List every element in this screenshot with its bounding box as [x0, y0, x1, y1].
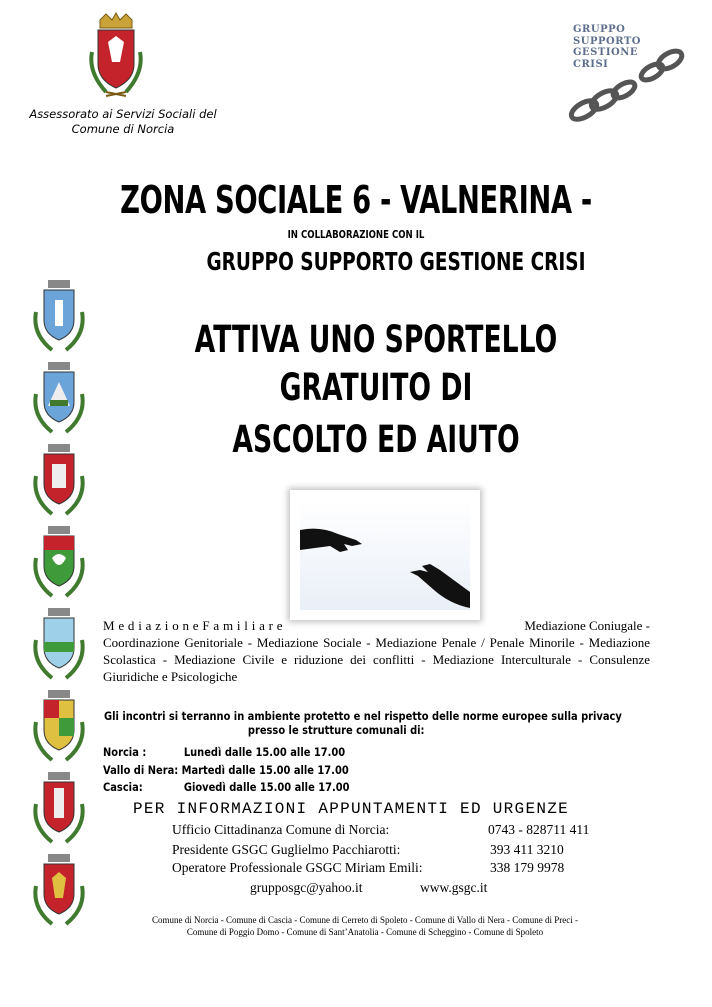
- municipal-crest-icon: [30, 278, 88, 356]
- headline-group: GRUPPO SUPPORTO GESTIONE CRISI: [206, 247, 586, 276]
- municipal-crest-icon: [30, 688, 88, 766]
- chain-icon: [566, 35, 686, 128]
- footer-municipalities: [100, 914, 630, 938]
- municipal-crest-icon: [30, 360, 88, 438]
- privacy-note-line1: Gli incontri si terranno in ambiente protetto e nel rispetto delle norme europee sulla privacy: [104, 709, 622, 723]
- service-mediazione-coniugale: Mediazione Coniugale -: [524, 618, 650, 633]
- logo-word-4: CRISI: [573, 58, 609, 70]
- contact-row: [172, 842, 612, 858]
- hands-icon: [300, 500, 470, 610]
- headline-line3: ASCOLTO ED AIUTO: [232, 418, 520, 461]
- municipal-crest-icon: [30, 442, 88, 520]
- municipal-crests-column: [30, 278, 92, 934]
- schedule-time: Martedì dalle 15.00 alle 17.00: [181, 763, 349, 777]
- footer-line1: Comune di Norcia - Comune di Cascia - Comune di Cerreto di Spoleto - Comune di Vallo di Nera - Comune di Preci -: [151, 915, 578, 925]
- contact-number: 393 411 3210: [490, 842, 564, 857]
- municipal-crest-icon: [30, 770, 88, 848]
- logo-word-3: GESTIONE: [573, 47, 638, 58]
- assessorato-line2: Comune di Norcia: [71, 122, 175, 136]
- assessorato-label: [18, 107, 228, 137]
- headline-line2: GRATUITO DI: [279, 366, 473, 409]
- contact-label: Operatore Professionale GSGC Miriam Emili:: [172, 860, 423, 875]
- headline-collab: IN COLLABORAZIONE CON IL: [287, 228, 425, 241]
- privacy-note-line2: presso le strutture comunali di:: [247, 723, 425, 737]
- contact-row: [172, 822, 612, 838]
- schedule-row: [103, 745, 345, 759]
- services-first-line: [103, 617, 650, 634]
- schedule-place: Cascia:: [103, 780, 143, 794]
- municipal-crest-icon: [30, 524, 88, 602]
- assessorato-line1: Assessorato ai Servizi Sociali del: [29, 107, 217, 121]
- logo-word-2: SUPPORTO: [573, 35, 641, 47]
- info-heading: PER INFORMAZIONI APPUNTAMENTI ED URGENZE: [133, 800, 570, 818]
- schedule-time: Giovedì dalle 15.00 alle 17.00: [183, 780, 350, 794]
- schedule-place: Norcia :: [103, 745, 147, 759]
- logo-word-1: GRUPPO: [573, 24, 626, 35]
- email-link[interactable]: grupposgc@yahoo.it: [250, 880, 363, 895]
- website-link[interactable]: www.gsgc.it: [420, 880, 488, 895]
- headline-title: ZONA SOCIALE 6 - VALNERINA -: [120, 178, 592, 222]
- service-mediazione-familiare: MediazioneFamiliare: [103, 618, 287, 633]
- norcia-crest: [86, 12, 146, 100]
- municipal-crest-icon: [30, 606, 88, 684]
- schedule-place: Vallo di Nera:: [103, 763, 179, 777]
- footer-line2: Comune di Poggio Domo - Comune di Sant’Anatolia - Comune di Scheggino - Comune di Spoleto: [186, 927, 544, 937]
- schedule-row: [103, 780, 350, 794]
- privacy-note: [104, 709, 622, 737]
- headline-line1: ATTIVA UNO SPORTELLO: [194, 318, 558, 361]
- contact-label: Ufficio Cittadinanza Comune di Norcia:: [172, 822, 390, 837]
- contact-number: 0743 - 828711 411: [488, 822, 590, 837]
- helping-hands-photo: [290, 490, 480, 620]
- contact-row: [172, 860, 612, 876]
- services-text: [103, 617, 650, 685]
- schedule-row: [103, 763, 349, 777]
- municipal-crest-icon: [30, 852, 88, 930]
- services-rest: Coordinazione Genitoriale - Mediazione Sociale - Mediazione Penale / Penale Minorile - Mediazione Scolastica - Mediazione Civile e riduzione dei conflitti - Mediazione Interculturale - Consulenze Giuridiche e Psicologiche: [103, 635, 650, 684]
- contact-label: Presidente GSGC Guglielmo Pacchiarotti:: [172, 842, 401, 857]
- contact-number: 338 179 9978: [490, 860, 565, 875]
- schedule-time: Lunedì dalle 15.00 alle 17.00: [183, 745, 346, 759]
- contact-links: [250, 880, 550, 896]
